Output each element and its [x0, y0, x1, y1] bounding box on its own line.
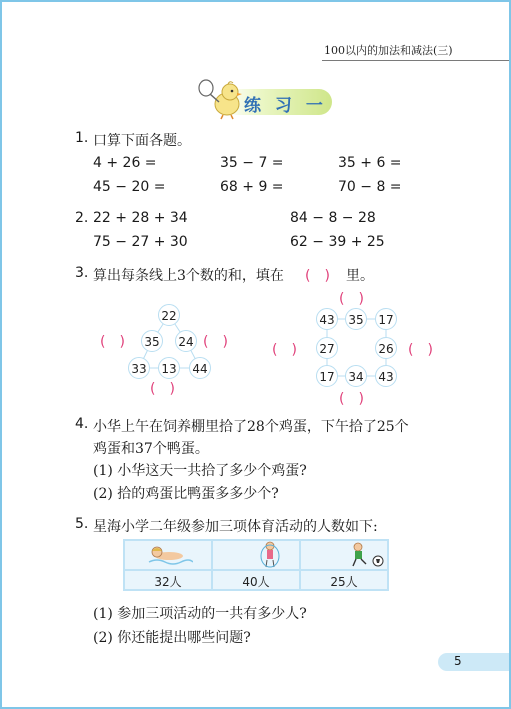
left-node-bottom-right: 44	[189, 357, 211, 379]
right-node-top-mid: 35	[345, 308, 367, 330]
count-swimming: 32人	[154, 575, 182, 589]
left-node-bottom-mid: 13	[158, 357, 180, 379]
left-node-top: 22	[158, 304, 180, 326]
q1-item-1: 4 + 26 =	[93, 155, 157, 171]
q3-number: 3.	[75, 265, 89, 281]
right-node-top-right: 17	[375, 308, 397, 330]
right-answer-left[interactable]: ( )	[272, 342, 297, 358]
table-cell-rope-skipping	[213, 541, 299, 569]
q5-number: 5.	[75, 516, 89, 532]
q4-line-2: 鸡蛋和37个鸭蛋。	[93, 441, 209, 457]
q4-line-1: 小华上午在饲养棚里拾了28个鸡蛋，下午拾了25个	[93, 419, 409, 435]
left-answer-right[interactable]: ( )	[203, 334, 228, 350]
q2-item-3: 75 − 27 + 30	[93, 234, 188, 250]
q4-number: 4.	[75, 416, 89, 432]
right-node-bottom-right: 43	[375, 365, 397, 387]
q4-subquestion-1: (1) 小华这天一共拾了多少个鸡蛋?	[93, 463, 307, 479]
page-number: 5	[454, 654, 462, 668]
q3-instruction-end: 里。	[346, 268, 374, 284]
right-answer-bottom[interactable]: ( )	[339, 391, 364, 407]
swimmer-icon	[147, 542, 193, 568]
page-number-tab	[438, 653, 511, 671]
q3-answer-paren: ( )	[305, 268, 330, 284]
chick-with-racket-icon	[197, 76, 243, 120]
q1-item-5: 68 + 9 =	[220, 179, 284, 195]
right-node-mid-right: 26	[375, 337, 397, 359]
soccer-player-icon	[350, 542, 386, 568]
right-node-mid-left: 27	[316, 337, 338, 359]
left-node-mid-right: 24	[175, 330, 197, 352]
exercise-title: 练 习 一	[244, 96, 327, 116]
q2-item-2: 84 − 8 − 28	[290, 210, 376, 226]
page-header-title: 100以内的加法和减法(三)	[324, 44, 453, 57]
right-answer-right[interactable]: ( )	[408, 342, 433, 358]
q2-number: 2.	[75, 210, 89, 226]
count-soccer: 25人	[330, 575, 358, 589]
right-node-bottom-mid: 34	[345, 365, 367, 387]
header-rule	[322, 60, 511, 61]
right-node-top-left: 43	[316, 308, 338, 330]
left-answer-bottom[interactable]: ( )	[150, 381, 175, 397]
q3-instruction: 算出每条线上3个数的和，填在	[93, 268, 284, 284]
q5-subquestion-2: (2) 你还能提出哪些问题?	[93, 630, 251, 646]
left-answer-left[interactable]: ( )	[100, 334, 125, 350]
q2-item-1: 22 + 28 + 34	[93, 210, 188, 226]
right-answer-top[interactable]: ( )	[339, 291, 364, 307]
q1-item-4: 45 − 20 =	[93, 179, 166, 195]
q1-item-6: 70 − 8 =	[338, 179, 402, 195]
q1-item-3: 35 + 6 =	[338, 155, 402, 171]
left-node-bottom-left: 33	[128, 357, 150, 379]
right-node-bottom-left: 17	[316, 365, 338, 387]
count-rope-skipping: 40人	[242, 575, 270, 589]
q1-item-2: 35 − 7 =	[220, 155, 284, 171]
left-node-mid-left: 35	[141, 330, 163, 352]
q1-number: 1.	[75, 130, 89, 146]
q5-instruction: 星海小学二年级参加三项体育活动的人数如下:	[93, 519, 378, 535]
q1-instruction: 口算下面各题。	[93, 133, 191, 149]
rope-skipping-icon	[260, 540, 280, 568]
q2-item-4: 62 − 39 + 25	[290, 234, 385, 250]
q5-subquestion-1: (1) 参加三项活动的一共有多少人?	[93, 606, 307, 622]
q4-subquestion-2: (2) 拾的鸡蛋比鸭蛋多多少个?	[93, 486, 279, 502]
